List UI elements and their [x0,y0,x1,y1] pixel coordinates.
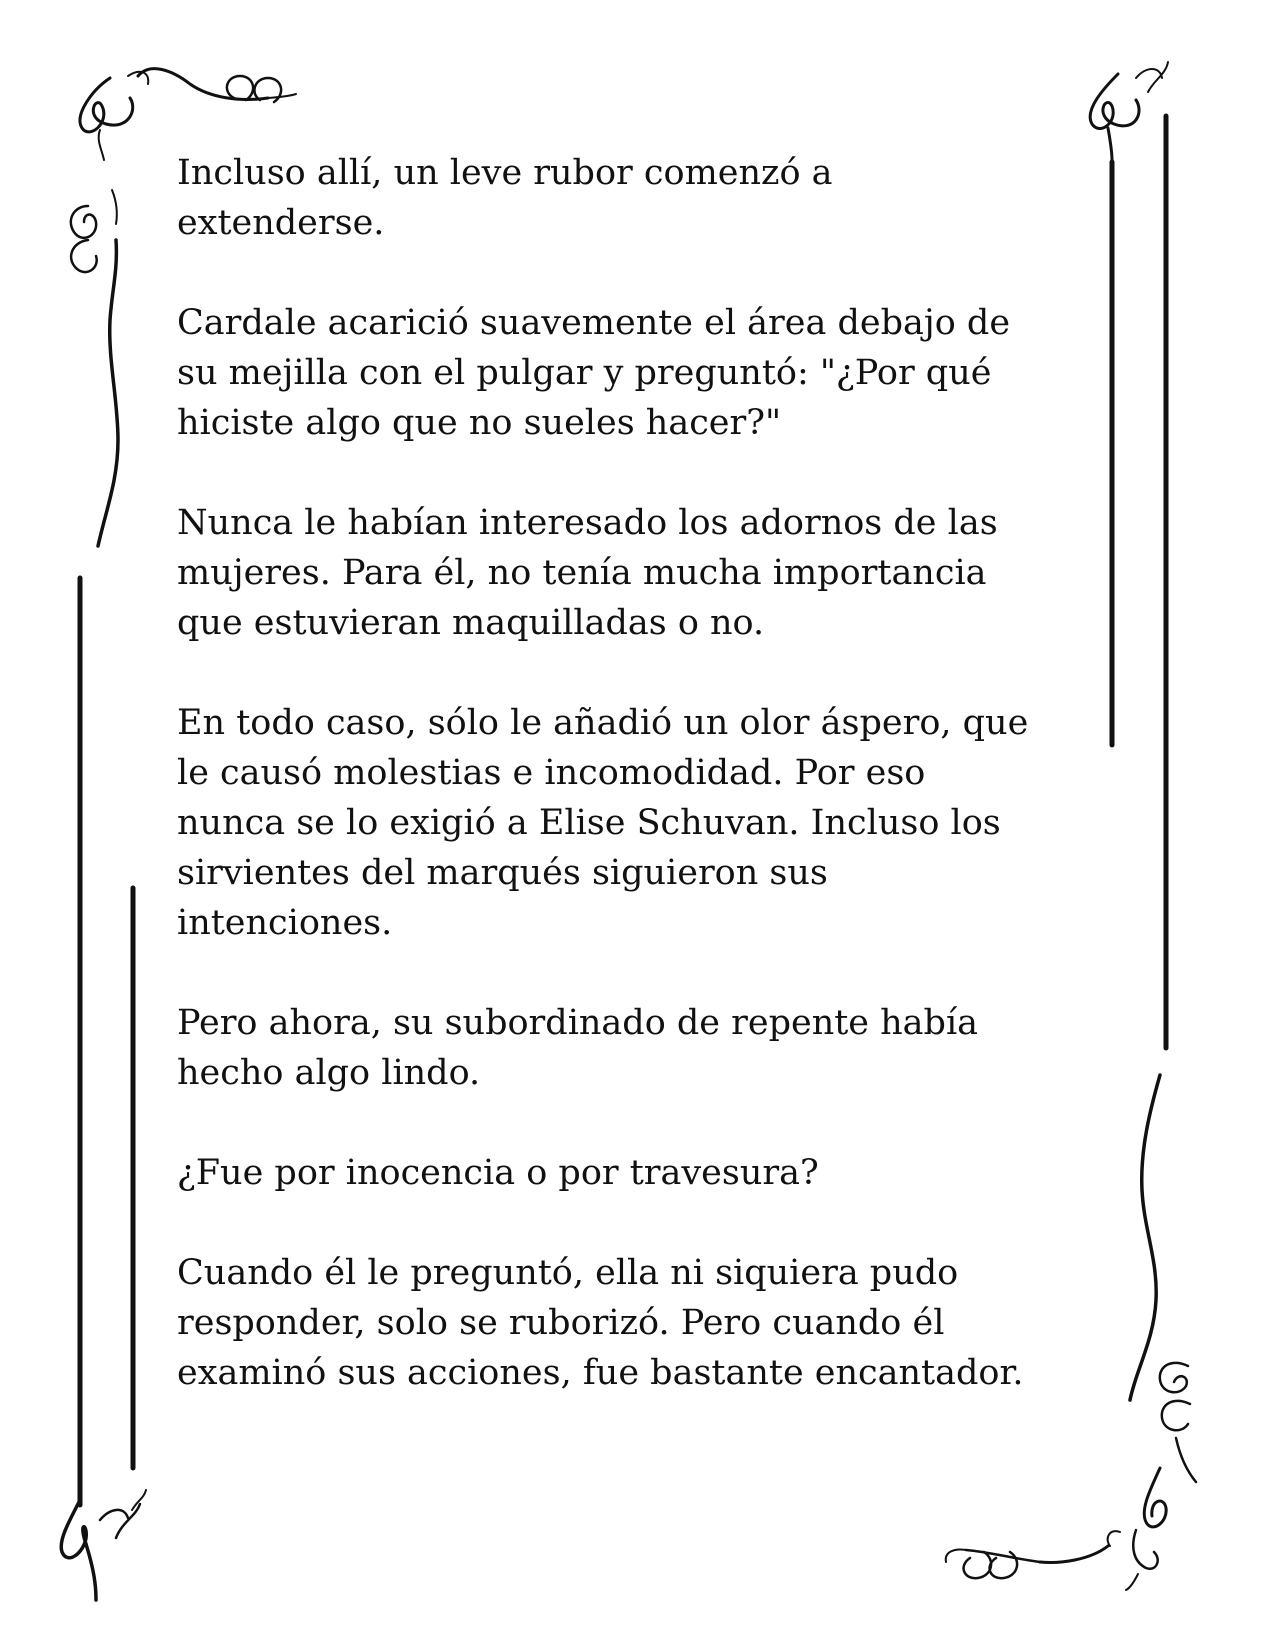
paragraph [177,498,1097,648]
text-line: que estuvieran maquilladas o no. [177,603,765,643]
text-line: hiciste algo que no sueles hacer?" [177,403,782,443]
text-line: Cuando él le preguntó, ella ni siquiera pudo [177,1253,959,1293]
text-line: ¿Fue por inocencia o por travesura? [177,1153,819,1193]
text-line: hecho algo lindo. [177,1053,481,1093]
text-line: sirvientes del marqués siguieron sus [177,853,828,893]
paragraph [177,698,1097,948]
text-line: extenderse. [177,203,385,243]
paragraph [177,998,1097,1098]
text-line: mujeres. Para él, no tenía mucha importancia [177,553,987,593]
text-line: examinó sus acciones, fue bastante encantador. [177,1353,1024,1393]
page-text [177,148,1097,1448]
text-line: nunca se lo exigió a Elise Schuvan. Incluso los [177,803,1001,843]
flourish-top-right [1090,62,1168,160]
text-line: Cardale acarició suavemente el área debajo de [177,303,1011,343]
flourish-bottom-left [61,1490,146,1600]
paragraph [177,148,1097,248]
text-line: Incluso allí, un leve rubor comenzó a [177,153,833,193]
text-line: Nunca le habían interesado los adornos de las [177,503,998,543]
text-line: su mejilla con el pulgar y preguntó: "¿Por qué [177,353,992,393]
text-line: le causó molestias e incomodidad. Por eso [177,753,926,793]
text-line: Pero ahora, su subordinado de repente había [177,1003,979,1043]
paragraph [177,298,1097,448]
text-line: intenciones. [177,903,393,943]
paragraph [177,1148,1097,1198]
text-line: En todo caso, sólo le añadió un olor áspero, que [177,703,1029,743]
text-line: responder, solo se ruborizó. Pero cuando él [177,1303,945,1343]
paragraph [177,1248,1097,1398]
